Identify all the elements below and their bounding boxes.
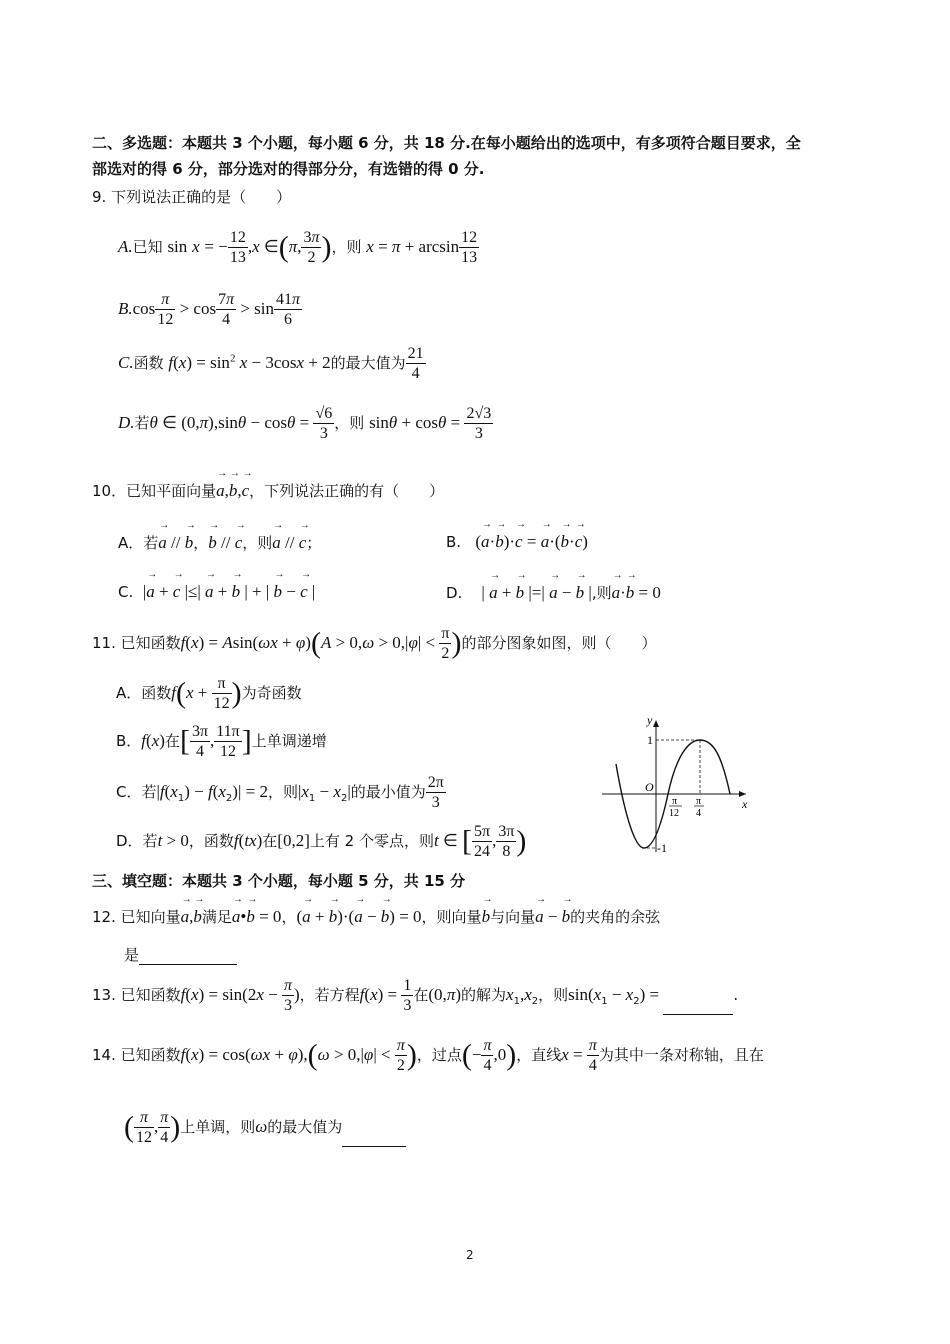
y-tick-1: 1 [647, 733, 653, 747]
q9-stem: 9. 下列说法正确的是（ ） [92, 188, 292, 206]
section2-heading-line1: 二、多选题：本题共 3 个小题，每小题 6 分，共 18 分.在每小题给出的选项中，有多项符合题目要求，全 [92, 134, 801, 152]
x-tick-pi12-den: 12 [669, 808, 679, 819]
section2-heading-line2: 部选对的得 6 分，部分选对的得部分分，有选错的得 0 分. [92, 160, 485, 178]
q11-graph [596, 712, 756, 862]
q10-option-d: D. | → a + → b |=| → a − → b |,则→ a·→ b = 0 [446, 582, 661, 603]
q9-option-d: D.若θ ∈ (0,π),sinθ − cosθ = $\frac{√6}{3}$ ，则 sinθ + cosθ = $\frac{2√3}{3}$ [118, 405, 492, 442]
q14-line2: ( $\frac{\pi}{12}$ , $\frac{\pi}{4}$ )上单调，则ω的最大值为 [124, 1108, 406, 1147]
q12-stem: 12. 已知向量→ a,→ b满足→ a•→ b = 0，(→ a + → b)·(→ a − → b) = 0，则向量→ b与向量→ a − → b的夹角的余弦 [92, 906, 660, 927]
q12-line2: 是 [124, 944, 237, 965]
x-tick-pi12-num: π [672, 796, 678, 807]
origin-label: O [645, 780, 654, 794]
q11-option-b: B．f(x)在[ $\frac{3\pi}{4}$ , $\frac{11\pi}{12}$ ]上单调递增 [116, 723, 327, 760]
x-axis-label: x [742, 797, 748, 811]
q9-option-c: C.函数 $f(x) = \sin^2 x - 3\cos x + 2$的最大值为 $\frac{21}{4}$ [118, 345, 424, 382]
section3-heading: 三、填空题：本题共 3 个小题，每小题 5 分，共 15 分 [92, 872, 466, 890]
q11-option-a: A．函数f(x + $\frac{\pi}{12}$ )为奇函数 [116, 675, 302, 712]
q11-option-c: C．若$|f(x_1) - f(x_2)| = 2$，则$|x_1 - x_2|$的最小值为 $\frac{2\pi}{3}$ [116, 774, 444, 811]
q13-answer-blank[interactable] [663, 996, 733, 1015]
y-axis-arrow [653, 720, 659, 727]
q9-option-b: B.cos $\frac{\pi}{12}$ > cos $\frac{7\pi}{4}$ > sin $\frac{41\pi}{6}$ [118, 291, 301, 328]
x-tick-pi4-num: π [696, 796, 702, 807]
q10-option-c: C. |→ a + → c |≤| → a + → b | + | → b − → c | [118, 582, 315, 602]
q14-stem: 14. 已知函数f(x) = cos(ωx + φ),(ω > 0,|φ| < $\frac{\pi}{2}$ )，过点(− $\frac{\pi}{4}$ ,0)，直线x = $\frac{\pi}{4}$ 为其中一条对称轴，且在 [92, 1037, 764, 1074]
q11-stem: 11. 已知函数f(x) = Asin(ωx + φ)(A > 0,ω > 0,|φ| < $\frac{\pi}{2}$ )的部分图象如图，则（ ） [92, 625, 657, 662]
page-number: 2 [466, 1248, 474, 1262]
q10-option-b: B. (→ a·→ b)·→ c = → a·(→ b·→ c) [446, 532, 588, 552]
q13-stem: 13. 已知函数f(x) = sin(2x − $\frac{\pi}{3}$ )，若方程f(x) = $\frac{1}{3}$ 在(0,π)的解为$x_1,x_2$，则$\sin(x_1 - x_2)$ = . [92, 977, 739, 1014]
q12-answer-blank[interactable] [139, 946, 237, 965]
q14-answer-blank[interactable] [342, 1128, 406, 1147]
q10-stem: 10．已知平面向量→ a,→ b,→ c，下列说法正确的有（ ） [92, 480, 444, 501]
y-tick-neg1: -1 [657, 841, 667, 855]
x-tick-pi4-den: 4 [696, 808, 701, 819]
q9-option-a: A.已知 sin x = − $\frac{12}{13}$ ,x ∈(π, $\frac{3\pi}{2}$ )，则 x = π + arcsin $\frac{12}{13}$ [118, 229, 478, 266]
q10-option-a: A．若→ a // → b，→ b // → c，则→ a // → c； [118, 532, 321, 553]
y-axis-label: y [647, 713, 653, 727]
q11-option-d: D．若t > 0，函数f(tx)在[0,2]上有 2 个零点，则t ∈ [ $\frac{5\pi}{24}$ , $\frac{3\pi}{8}$ ) [116, 823, 527, 860]
